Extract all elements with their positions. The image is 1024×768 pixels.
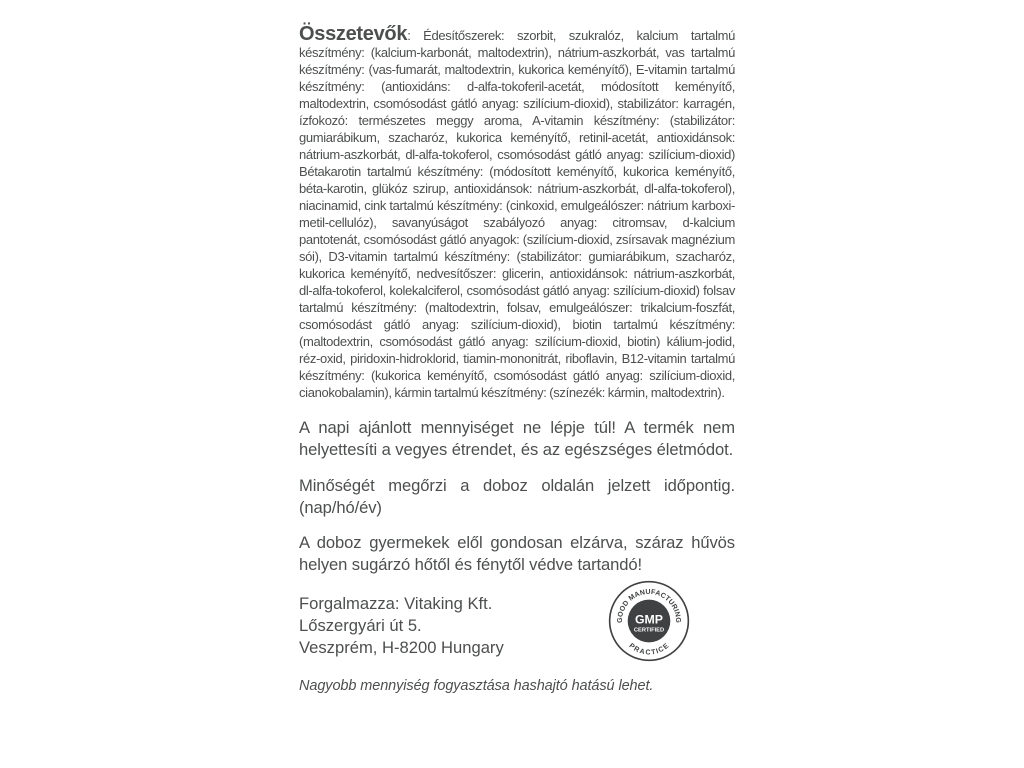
distributor-city: Veszprém, H-8200 Hungary: [299, 638, 504, 657]
laxative-warning: Nagyobb mennyiség fogyasztása hashajtó hatású lehet.: [299, 678, 654, 694]
best-before-note: Minőségét megőrzi a doboz oldalán jelzett időpontig. (nap/hó/év): [299, 476, 735, 517]
storage-instructions: A doboz gyermekek elől gondosan elzárva, száraz hűvös helyen sugárzó hőtől és fénytől védve tartandó!: [299, 533, 735, 574]
ingredients-text: : Édesítőszerek: szorbit, szukralóz, kalcium tartalmú készítmény: (kalcium-karbonát, maltodextrin), nátrium-aszkorbát, vas tartalmú készítmény: (vas-fumarát, maltodextrin, kukorica keményítő), E-vitamin tartalmú készítmény: (antioxidáns: d-alfa-tokoferil-acetát, módosított keményítő, maltodextrin, csomósodást gátló anyag: szilícium-dioxid), stabilizátor: karragén, ízfokozó: természetes meggy aroma, A-vitamin készítmény: (stabilizátor: gumiarábikum, szacharóz, kukorica keményítő, retinil-acetát, antioxidánsok: nátrium-aszkorbát, dl-alfa-tokoferol, csomósodást gátló anyag: szilícium-dioxid) Bétakarotin tartalmú készítmény: (módosított keményítő, kukorica keményítő, béta-karotin, glükóz szirup, antioxidánsok: nátrium-aszkorbát, dl-alfa-tokoferol), niacinamid, cink tartalmú készítmény: (cinkoxid, emulgeálószer: nátrium karboxi-metil-cellulóz), savanyúságot szabályozó anyag: citromsav, d-kalcium pantotenát, csomósodást gátló anyagok: (szilícium-dioxid, zsírsavak magnézium sói), D3-vitamin tartalmú készítmény: (stabilizátor: gumiarábikum, szacharóz, kukorica keményítő, nedvesítőszer: glicerin, antioxidánsok: nátrium-aszkorbát, dl-alfa-tokoferol, kolekalciferol, csomósodást gátló anyag: szilícium-dioxid) folsav tartalmú készítmény: (maltodextrin, folsav, emulgeálószer: trikalcium-foszfát, csomósodást gátló anyag: szilícium-dioxid), biotin tartalmú készítmény: (maltodextrin, csomósodást gátló anyag: szilícium-dioxid, biotin) kálium-jodid, réz-oxid, piridoxin-hidroklorid, tiamin-mononitrát, riboflavin, B12-vitamin tartalmú készítmény: (kukorica keményítő, csomósodást gátló anyag: szilícium-dioxid, cianokobalamin), kármin tartalmú készítmény: (színezék: kármin, maltodextrin).: [299, 28, 735, 400]
distributor-name: Forgalmazza: Vitaking Kft.: [299, 594, 493, 613]
product-label: [299, 23, 735, 694]
ingredients-paragraph: [299, 23, 735, 401]
dosage-warning: A napi ajánlott mennyiséget ne lépje túl! A termék nem helyettesíti a vegyes étrendet, és az egészséges életmódot.: [299, 418, 735, 459]
distributor-section: [299, 588, 735, 663]
badge-gmp-text: GMP: [634, 612, 664, 627]
distributor-street: Lőszergyári út 5.: [299, 616, 422, 635]
badge-ring-bottom-text: PRACTICE: [627, 642, 671, 657]
ingredients-title: Összetevők: [299, 23, 408, 45]
gmp-certified-badge: [608, 580, 690, 662]
badge-certified-text: CERTIFIED: [633, 627, 665, 634]
badge-ring-top-text: GOOD MANUFACTURING: [616, 588, 682, 624]
